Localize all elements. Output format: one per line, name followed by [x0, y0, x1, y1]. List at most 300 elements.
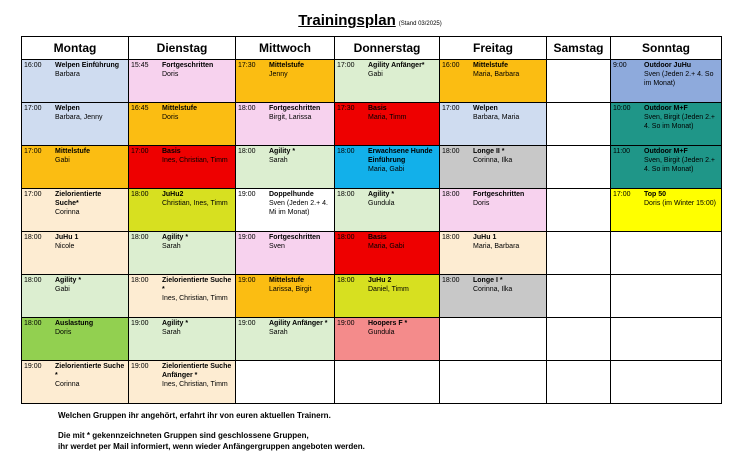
header	[0, 12, 740, 30]
schedule-cell	[440, 103, 547, 146]
trainer-names: Sarah	[162, 242, 181, 250]
trainer-names: Sven, Birgit (Jeden 2.+ 4. So im Monat)	[644, 156, 716, 173]
session-details	[471, 318, 546, 360]
session-time: 18:00	[337, 148, 355, 155]
day-header-tuesday: Dienstag	[129, 37, 236, 60]
session-entry	[335, 60, 439, 102]
session-entry	[547, 361, 610, 403]
schedule-cell	[129, 146, 236, 189]
notes	[58, 410, 365, 453]
schedule-cell	[547, 318, 611, 361]
group-name: Top 50	[644, 191, 667, 198]
day-header-wednesday: Mittwoch	[236, 37, 335, 60]
trainer-names: Doris	[473, 199, 490, 207]
trainer-names: Maria, Gabi	[368, 242, 405, 250]
schedule-table	[21, 36, 722, 404]
session-details	[578, 361, 610, 403]
session-entry	[547, 103, 610, 145]
note-line: Die mit * gekennzeichneten Gruppen sind geschlossene Gruppen,	[58, 430, 309, 440]
session-entry	[129, 103, 235, 145]
session-entry	[547, 146, 610, 188]
session-entry	[547, 60, 610, 102]
trainer-names: Corinna, Ilka	[473, 156, 513, 164]
session-details	[471, 189, 546, 231]
trainer-names: Ines, Christian, Timm	[162, 156, 228, 164]
group-name: Basis	[368, 234, 387, 241]
day-header-thursday: Donnerstag	[335, 37, 440, 60]
session-details	[366, 146, 439, 188]
session-entry	[440, 60, 546, 102]
session-entry	[22, 232, 128, 274]
session-details	[642, 60, 721, 102]
schedule-row	[22, 232, 722, 275]
session-details	[366, 60, 439, 102]
group-name: Agility *	[162, 234, 189, 241]
schedule-cell	[22, 361, 129, 404]
group-name: Agility *	[162, 320, 189, 327]
session-entry	[611, 361, 721, 403]
session-entry	[22, 60, 128, 102]
schedule-cell	[440, 232, 547, 275]
session-time: 18:00	[337, 277, 355, 284]
schedule-cell	[611, 318, 722, 361]
session-time: 17:00	[131, 148, 149, 155]
day-header-friday: Freitag	[440, 37, 547, 60]
schedule-cell	[547, 275, 611, 318]
session-entry	[236, 189, 334, 231]
session-details	[53, 103, 128, 145]
trainer-names: Gundula	[368, 199, 395, 207]
session-details	[53, 361, 128, 403]
group-name: Outdoor M+F	[644, 148, 688, 155]
group-name: Fortgeschritten	[162, 62, 214, 69]
trainer-names: Maria, Timm	[368, 113, 407, 121]
session-details	[53, 146, 128, 188]
schedule-cell	[611, 189, 722, 232]
session-details	[267, 318, 334, 360]
schedule-cell	[440, 60, 547, 103]
schedule-cell	[236, 60, 335, 103]
session-entry	[440, 361, 546, 403]
schedule-cell	[22, 146, 129, 189]
schedule-cell	[335, 60, 440, 103]
group-name: Mittelstufe	[269, 277, 304, 284]
session-details	[267, 232, 334, 274]
session-time: 17:30	[238, 62, 256, 69]
session-entry	[547, 275, 610, 317]
trainer-names: Doris (im Winter 15:00)	[644, 199, 716, 207]
session-entry	[129, 318, 235, 360]
schedule-cell	[22, 232, 129, 275]
schedule-cell	[22, 60, 129, 103]
session-details	[160, 361, 235, 403]
session-entry	[547, 189, 610, 231]
session-entry	[129, 232, 235, 274]
session-details	[578, 232, 610, 274]
group-name: Agility *	[55, 277, 82, 284]
group-name: Agility *	[269, 148, 296, 155]
group-name: Longe I *	[473, 277, 503, 284]
session-time: 19:00	[238, 277, 256, 284]
group-name: Agility Anfänger*	[368, 62, 425, 69]
page-title: Trainingsplan	[298, 12, 396, 29]
group-name: Basis	[162, 148, 181, 155]
session-details	[578, 60, 610, 102]
session-details	[366, 189, 439, 231]
group-name: Fortgeschritten	[269, 105, 321, 112]
trainer-names: Gundula	[368, 328, 395, 336]
session-entry	[236, 318, 334, 360]
session-entry	[236, 232, 334, 274]
session-time: 18:00	[238, 148, 256, 155]
trainer-names: Sven (Jeden 2.+ 4. So im Monat)	[644, 70, 714, 87]
session-time: 17:00	[613, 191, 631, 198]
session-time	[335, 361, 366, 403]
session-details	[160, 189, 235, 231]
group-name: Fortgeschritten	[473, 191, 525, 198]
session-time	[236, 361, 267, 403]
schedule-cell	[236, 275, 335, 318]
session-time: 17:00	[24, 191, 42, 198]
session-details	[53, 189, 128, 231]
session-details	[471, 103, 546, 145]
session-entry	[335, 318, 439, 360]
session-time: 18:00	[238, 105, 256, 112]
session-details	[642, 232, 721, 274]
session-time	[547, 146, 578, 188]
session-time	[547, 275, 578, 317]
session-details	[642, 189, 721, 231]
trainer-names: Nicole	[55, 242, 75, 250]
session-time: 16:00	[442, 62, 460, 69]
schedule-cell	[440, 318, 547, 361]
day-header-sunday: Sonntag	[611, 37, 722, 60]
session-time	[547, 103, 578, 145]
session-details	[642, 103, 721, 145]
session-entry	[236, 146, 334, 188]
group-name: Hoopers F *	[368, 320, 408, 327]
trainer-names: Corinna	[55, 380, 80, 388]
trainer-names: Barbara, Jenny	[55, 113, 103, 121]
session-time: 18:00	[24, 277, 42, 284]
session-entry	[611, 318, 721, 360]
schedule-cell	[611, 232, 722, 275]
schedule-cell	[236, 232, 335, 275]
group-name: Zielorientierte Suche *	[55, 363, 125, 379]
session-time: 19:00	[238, 320, 256, 327]
trainer-names: Doris	[162, 113, 179, 121]
session-entry	[129, 189, 235, 231]
session-details	[267, 189, 334, 231]
trainer-names: Daniel, Timm	[368, 285, 409, 293]
session-details	[471, 361, 546, 403]
schedule-cell	[335, 189, 440, 232]
session-details	[642, 275, 721, 317]
session-time: 18:00	[442, 148, 460, 155]
session-entry	[547, 232, 610, 274]
group-name: Longe II *	[473, 148, 505, 155]
trainer-names: Ines, Christian, Timm	[162, 380, 228, 388]
session-entry	[611, 60, 721, 102]
group-name: Fortgeschritten	[269, 234, 321, 241]
session-details	[53, 275, 128, 317]
group-name: Zielorientierte Suche*	[55, 191, 102, 207]
session-time: 18:00	[442, 277, 460, 284]
session-details	[578, 318, 610, 360]
schedule-cell	[129, 318, 236, 361]
note-line: Welchen Gruppen ihr angehört, erfahrt ihr von euren aktuellen Trainern.	[58, 411, 331, 420]
session-entry	[22, 103, 128, 145]
session-details	[53, 318, 128, 360]
schedule-cell	[440, 361, 547, 404]
session-time: 18:00	[442, 191, 460, 198]
schedule-cell	[611, 146, 722, 189]
trainer-names: Larissa, Birgit	[269, 285, 312, 293]
session-entry	[611, 275, 721, 317]
trainer-names: Sarah	[162, 328, 181, 336]
schedule-cell	[440, 275, 547, 318]
session-details	[366, 103, 439, 145]
trainer-names: Sarah	[269, 328, 288, 336]
session-time: 19:00	[24, 363, 42, 370]
group-name: JuHu2	[162, 191, 184, 198]
session-entry	[440, 275, 546, 317]
session-time	[611, 275, 642, 317]
group-name: JuHu 1	[473, 234, 497, 241]
schedule-cell	[335, 103, 440, 146]
group-name: Welpen	[55, 105, 80, 112]
session-entry	[22, 361, 128, 403]
session-details	[366, 232, 439, 274]
schedule-cell	[611, 103, 722, 146]
session-time: 19:00	[131, 363, 149, 370]
session-details	[578, 146, 610, 188]
session-time	[611, 232, 642, 274]
session-entry	[440, 103, 546, 145]
schedule-header	[22, 37, 722, 60]
session-details	[642, 318, 721, 360]
session-details	[471, 60, 546, 102]
trainer-names: Maria, Barbara	[473, 242, 520, 250]
group-name: Outdoor M+F	[644, 105, 688, 112]
session-entry	[129, 361, 235, 403]
group-name: Auslastung	[55, 320, 94, 327]
trainer-names: Barbara	[55, 70, 80, 78]
trainer-names: Barbara, Maria	[473, 113, 520, 121]
schedule-cell	[440, 189, 547, 232]
session-time	[547, 232, 578, 274]
session-details	[160, 275, 235, 317]
trainer-names: Doris	[162, 70, 179, 78]
session-entry	[129, 60, 235, 102]
session-details	[267, 361, 334, 403]
session-entry	[611, 103, 721, 145]
schedule-cell	[547, 361, 611, 404]
session-details	[366, 361, 439, 403]
session-entry	[236, 103, 334, 145]
trainer-names: Corinna	[55, 208, 80, 216]
session-entry	[22, 189, 128, 231]
session-entry	[335, 275, 439, 317]
group-name: Doppelhunde	[269, 191, 314, 198]
trainer-names: Maria, Barbara	[473, 70, 520, 78]
schedule-cell	[129, 60, 236, 103]
session-entry	[236, 60, 334, 102]
session-entry	[611, 189, 721, 231]
session-entry	[440, 232, 546, 274]
trainer-names: Sarah	[269, 156, 288, 164]
schedule-cell	[611, 361, 722, 404]
schedule-cell	[335, 146, 440, 189]
session-time: 19:00	[131, 320, 149, 327]
session-time: 15:45	[131, 62, 149, 69]
session-details	[267, 146, 334, 188]
session-entry	[129, 275, 235, 317]
schedule-cell	[611, 60, 722, 103]
session-time: 18:00	[24, 234, 42, 241]
session-time: 19:00	[238, 191, 256, 198]
session-time: 10:00	[613, 105, 631, 112]
session-entry	[440, 146, 546, 188]
session-time	[547, 318, 578, 360]
session-time: 17:00	[442, 105, 460, 112]
schedule-row	[22, 189, 722, 232]
group-name: JuHu 2	[368, 277, 392, 284]
session-details	[160, 103, 235, 145]
session-entry	[22, 275, 128, 317]
day-header-saturday: Samstag	[547, 37, 611, 60]
session-details	[267, 275, 334, 317]
schedule-row	[22, 275, 722, 318]
trainer-names: Ines, Christian, Timm	[162, 294, 228, 302]
schedule-cell	[547, 146, 611, 189]
schedule-cell	[129, 361, 236, 404]
trainer-names: Jenny	[269, 70, 288, 78]
group-name: Zielorientierte Suche *	[162, 277, 232, 293]
session-entry	[335, 232, 439, 274]
session-time: 18:00	[442, 234, 460, 241]
schedule-cell	[611, 275, 722, 318]
trainer-names: Birgit, Larissa	[269, 113, 312, 121]
schedule-cell	[129, 103, 236, 146]
session-details	[267, 60, 334, 102]
session-details	[160, 318, 235, 360]
session-details	[160, 232, 235, 274]
group-name: Zielorientierte Suche Anfänger *	[162, 363, 232, 379]
day-header-monday: Montag	[22, 37, 129, 60]
session-time	[611, 318, 642, 360]
session-details	[578, 189, 610, 231]
session-entry	[335, 189, 439, 231]
session-time: 17:00	[337, 62, 355, 69]
trainer-names: Maria, Gabi	[368, 165, 405, 173]
trainer-names: Gabi	[368, 70, 383, 78]
schedule-row	[22, 146, 722, 189]
schedule-cell	[236, 103, 335, 146]
session-details	[53, 60, 128, 102]
schedule-body	[22, 60, 722, 404]
group-name: Erwachsene Hunde Einführung	[368, 148, 433, 164]
group-name: Mittelstufe	[55, 148, 90, 155]
session-time: 18:00	[337, 234, 355, 241]
schedule-cell	[335, 232, 440, 275]
trainer-names: Sven (Jeden 2.+ 4. Mi im Monat)	[269, 199, 328, 216]
stand-label: (Stand 03/2025)	[398, 21, 442, 27]
schedule-cell	[547, 232, 611, 275]
schedule-cell	[236, 146, 335, 189]
schedule-cell	[547, 189, 611, 232]
session-entry	[22, 318, 128, 360]
schedule-cell	[129, 275, 236, 318]
session-time: 19:00	[337, 320, 355, 327]
session-time: 18:00	[131, 234, 149, 241]
session-details	[642, 361, 721, 403]
trainer-names: Corinna, Ilka	[473, 285, 513, 293]
session-time: 18:00	[24, 320, 42, 327]
session-time: 18:00	[131, 277, 149, 284]
group-name: JuHu 1	[55, 234, 79, 241]
session-time: 19:00	[238, 234, 256, 241]
schedule-cell	[129, 189, 236, 232]
session-entry	[440, 189, 546, 231]
session-details	[471, 275, 546, 317]
session-time: 18:00	[337, 191, 355, 198]
session-entry	[22, 146, 128, 188]
session-time	[611, 361, 642, 403]
schedule-row	[22, 103, 722, 146]
note-line: ihr werdet per Mail informiert, wenn wieder Anfängergruppen angeboten werden.	[58, 442, 365, 452]
session-details	[471, 232, 546, 274]
session-time: 9:00	[613, 62, 627, 69]
session-entry	[611, 232, 721, 274]
session-time: 18:00	[131, 191, 149, 198]
group-name: Mittelstufe	[162, 105, 197, 112]
session-details	[578, 275, 610, 317]
session-entry	[335, 103, 439, 145]
schedule-row	[22, 60, 722, 103]
session-entry	[335, 361, 439, 403]
schedule-cell	[547, 103, 611, 146]
session-entry	[236, 361, 334, 403]
session-entry	[547, 318, 610, 360]
trainer-names: Gabi	[55, 156, 70, 164]
session-details	[366, 275, 439, 317]
schedule-cell	[335, 318, 440, 361]
schedule-row	[22, 361, 722, 404]
session-time: 17:30	[337, 105, 355, 112]
session-entry	[440, 318, 546, 360]
group-name: Agility Anfänger *	[269, 320, 328, 327]
session-entry	[236, 275, 334, 317]
session-details	[160, 60, 235, 102]
group-name: Welpen Einführung	[55, 62, 120, 69]
session-time: 16:00	[24, 62, 42, 69]
session-entry	[335, 146, 439, 188]
group-name: Mittelstufe	[473, 62, 508, 69]
group-name: Welpen	[473, 105, 498, 112]
schedule-cell	[22, 189, 129, 232]
session-details	[267, 103, 334, 145]
group-name: Basis	[368, 105, 387, 112]
group-name: Outdoor JuHu	[644, 62, 692, 69]
trainer-names: Sven, Birgit (Jeden 2.+ 4. So im Monat)	[644, 113, 716, 130]
schedule-cell	[236, 189, 335, 232]
group-name: Mittelstufe	[269, 62, 304, 69]
schedule-cell	[129, 232, 236, 275]
session-details	[471, 146, 546, 188]
trainer-names: Gabi	[55, 285, 70, 293]
session-time	[547, 189, 578, 231]
